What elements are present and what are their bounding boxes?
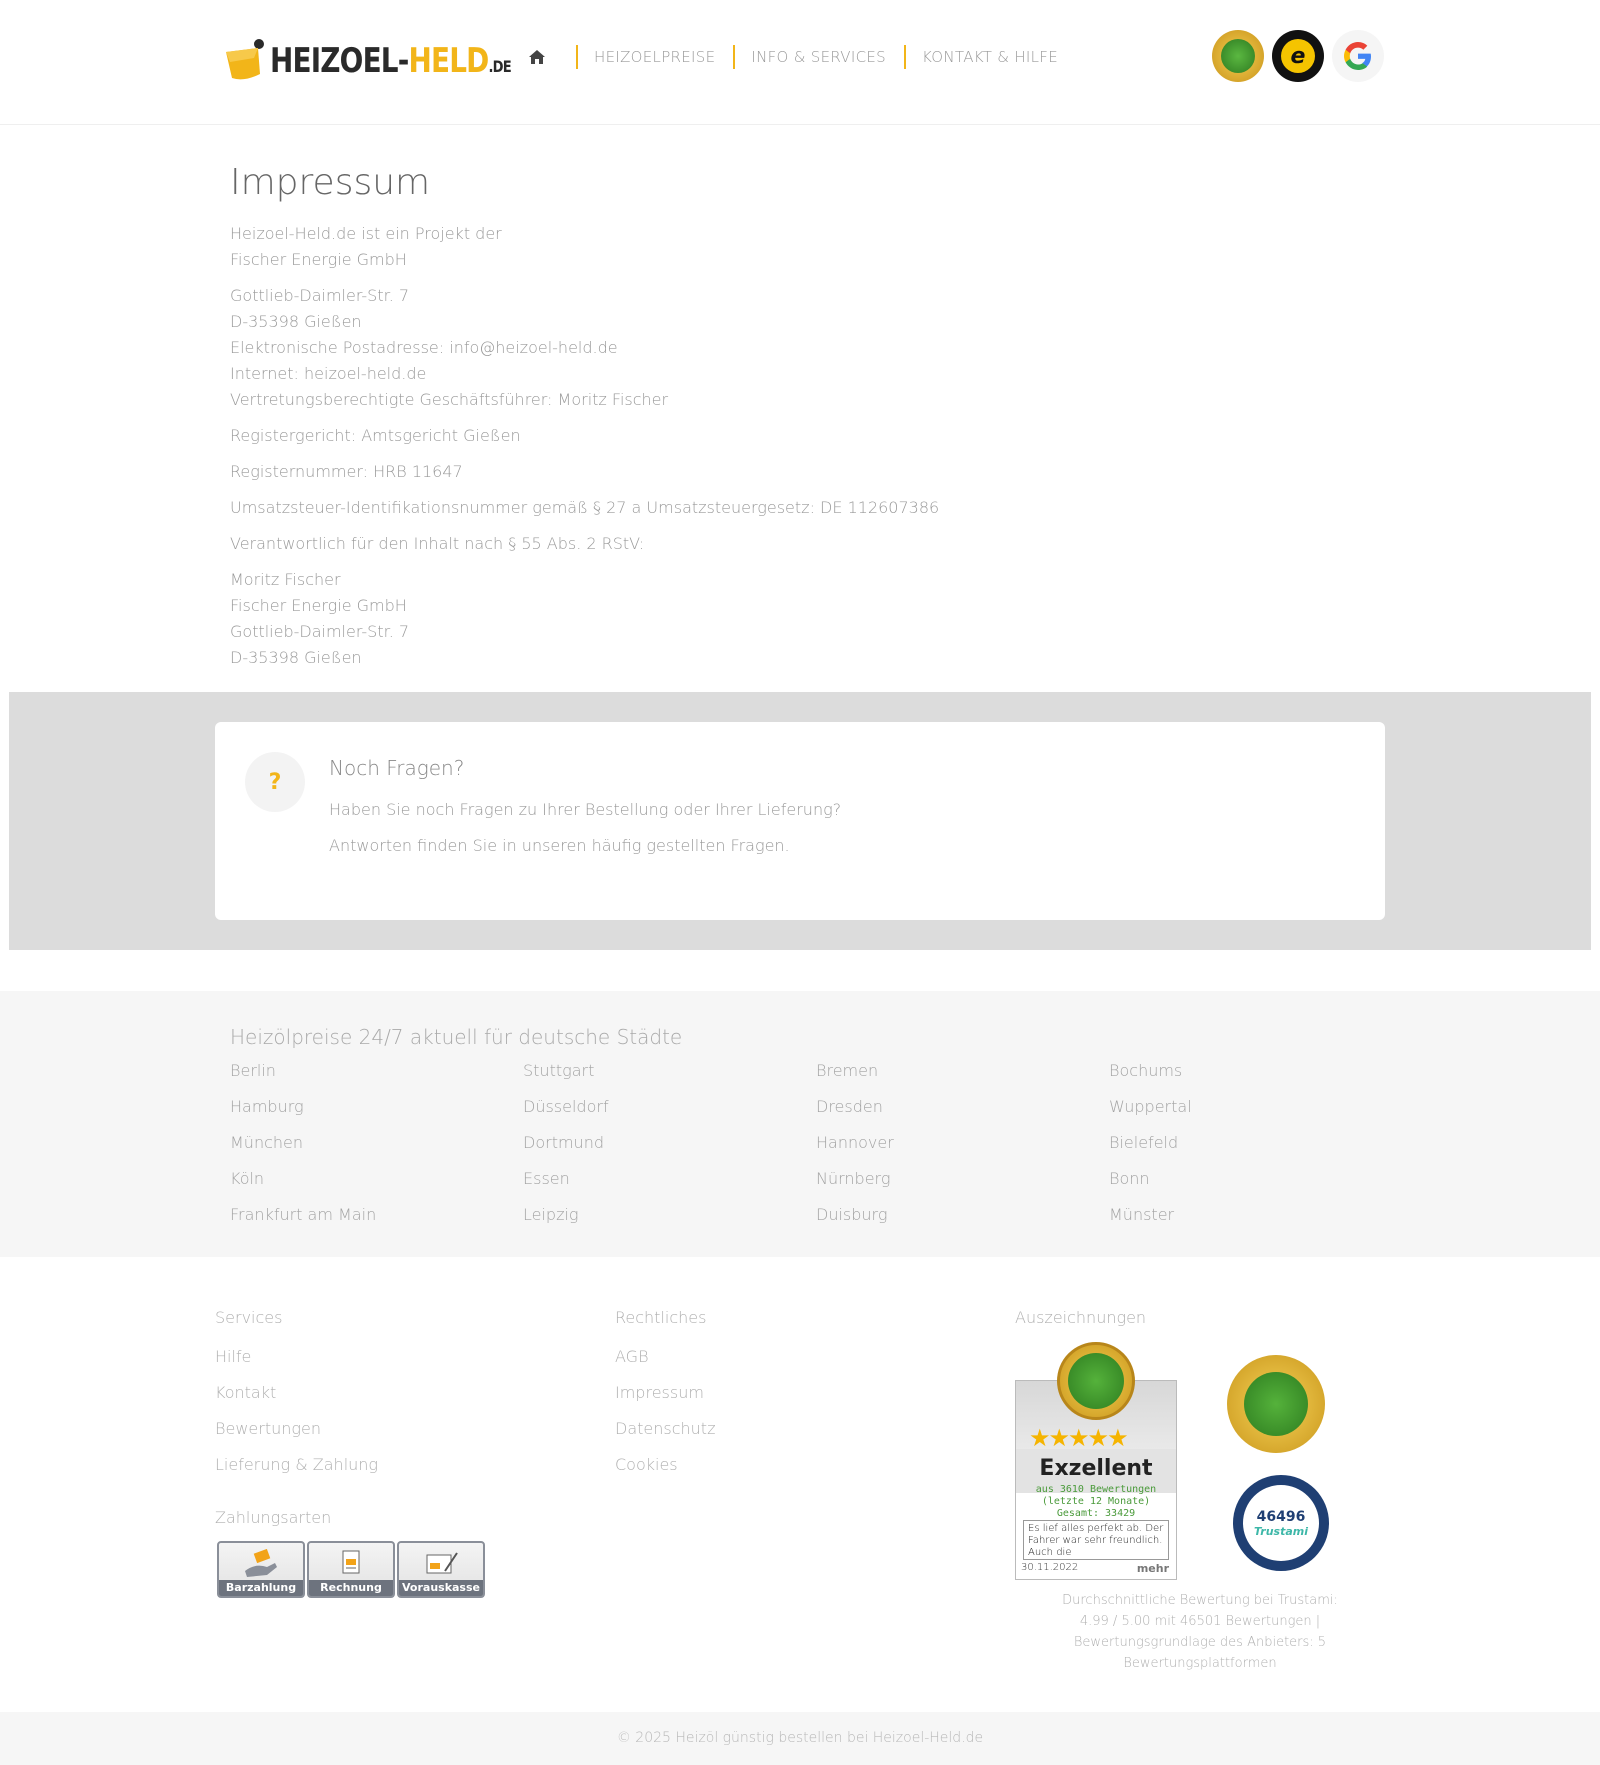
payment-title: Zahlungsarten	[215, 1508, 332, 1527]
impressum-register-number: Registernummer: HRB 11647	[230, 462, 463, 481]
impressum-line: D-35398 Gießen	[230, 312, 362, 331]
payment-barzahlung	[217, 1541, 305, 1598]
impressum-line: Fischer Energie GmbH	[230, 596, 407, 615]
impressum-line: Vertretungsberechtigte Geschäftsführer: Moritz Fischer	[230, 390, 669, 409]
impressum-register-court: Registergericht: Amtsgericht Gießen	[230, 426, 521, 445]
footer-link-impressum[interactable]: Impressum	[615, 1383, 704, 1402]
payment-label: Vorauskasse	[399, 1580, 483, 1596]
cities-column	[1109, 1059, 1402, 1227]
cities-title: Heizölpreise 24/7 aktuell für deutsche Städte	[230, 1025, 683, 1049]
impressum-line: Heizoel-Held.de ist ein Projekt der	[230, 224, 502, 243]
footer-legal	[615, 1308, 715, 1489]
trusted-shops-icon[interactable]: e	[1272, 30, 1324, 82]
site-logo[interactable]	[224, 36, 564, 86]
footer-link-bewertungen[interactable]: Bewertungen	[215, 1419, 321, 1438]
ekomi-icon[interactable]	[1212, 30, 1264, 82]
awards-title: Auszeichnungen	[1015, 1308, 1147, 1327]
header-badges	[1212, 30, 1384, 82]
impressum-responsible-address	[230, 567, 1230, 671]
impressum-line: Fischer Energie GmbH	[230, 250, 407, 269]
footer-services	[215, 1308, 378, 1489]
google-icon[interactable]	[1332, 30, 1384, 82]
trustami-number: 46496	[1256, 1508, 1306, 1525]
payment-methods	[217, 1541, 485, 1598]
invoice-icon	[309, 1549, 393, 1579]
impressum-line: Gottlieb-Daimler-Str. 7	[230, 286, 410, 305]
city-link[interactable]: Bochums	[1109, 1061, 1183, 1080]
city-link[interactable]: Hannover	[816, 1133, 894, 1152]
city-link[interactable]: Bremen	[816, 1061, 879, 1080]
cash-icon	[219, 1549, 303, 1579]
ekomi-seal-icon	[1057, 1342, 1135, 1420]
logo-part-1: HEIZOEL-	[270, 41, 409, 81]
impressum-section	[230, 162, 1230, 681]
city-link[interactable]: Köln	[230, 1169, 265, 1188]
impressum-vat-id: Umsatzsteuer-Identifikationsnummer gemäß § 27 a Umsatzsteuergesetz: DE 112607386	[230, 498, 940, 517]
nav-info-services[interactable]: INFO & SERVICES	[733, 45, 904, 69]
city-link[interactable]: Leipzig	[523, 1205, 579, 1224]
trustami-name: Trustami	[1253, 1524, 1308, 1538]
question-icon: ?	[245, 752, 305, 812]
footer-link-kontakt[interactable]: Kontakt	[215, 1383, 277, 1402]
city-link[interactable]: Wuppertal	[1109, 1097, 1192, 1116]
ekomi-review-date: 30.11.2022	[1021, 1562, 1079, 1573]
copyright: © 2025 Heizöl günstig bestellen bei Heizoel-Held.de	[0, 1712, 1600, 1765]
impressum-intro	[230, 221, 1230, 273]
oil-can-icon	[224, 38, 266, 84]
footer-services-title: Services	[215, 1308, 283, 1327]
ekomi-rating-widget[interactable]	[1015, 1342, 1177, 1580]
nav-heizoelpreise[interactable]: HEIZOELPREISE	[576, 45, 733, 69]
impressum-line: Gottlieb-Daimler-Str. 7	[230, 622, 410, 641]
cities-grid	[230, 1059, 1430, 1227]
main-nav	[528, 44, 1076, 70]
site-header	[0, 0, 1600, 125]
logo-part-2: HELD	[408, 41, 489, 81]
impressum-email[interactable]: Elektronische Postadresse: info@heizoel-held.de	[230, 338, 618, 357]
city-link[interactable]: Nürnberg	[816, 1169, 891, 1188]
faq-band	[9, 692, 1591, 950]
faq-text: Haben Sie noch Fragen zu Ihrer Bestellung oder Ihrer Lieferung?	[329, 800, 842, 819]
city-link[interactable]: Bonn	[1109, 1169, 1150, 1188]
city-link[interactable]: Frankfurt am Main	[230, 1205, 377, 1224]
payment-vorauskasse	[397, 1541, 485, 1598]
city-link[interactable]: Düsseldorf	[523, 1097, 609, 1116]
city-link[interactable]: Dresden	[816, 1097, 883, 1116]
footer-link-cookies[interactable]: Cookies	[615, 1455, 678, 1474]
payment-label: Rechnung	[309, 1580, 393, 1596]
ekomi-rating-title: Exzellent	[1039, 1456, 1153, 1481]
trustami-badge-inner	[1243, 1485, 1319, 1561]
city-link[interactable]: Stuttgart	[523, 1061, 595, 1080]
impressum-line: D-35398 Gießen	[230, 648, 362, 667]
impressum-website[interactable]: Internet: heizoel-held.de	[230, 364, 427, 383]
footer-link-agb[interactable]: AGB	[615, 1347, 649, 1366]
cities-section	[0, 991, 1600, 1257]
faq-card	[215, 722, 1385, 920]
home-icon[interactable]	[528, 47, 548, 67]
cities-column	[230, 1059, 523, 1227]
impressum-address	[230, 283, 1230, 413]
footer-link-hilfe[interactable]: Hilfe	[215, 1347, 252, 1366]
ekomi-more-link[interactable]: mehr	[1136, 1562, 1169, 1575]
ekomi-rating-count: aus 3610 Bewertungen (letzte 12 Monate) Gesamt: 33429	[1035, 1484, 1157, 1519]
city-link[interactable]: Essen	[523, 1169, 570, 1188]
impressum-line: Moritz Fischer	[230, 570, 341, 589]
city-link[interactable]: Bielefeld	[1109, 1133, 1179, 1152]
five-stars-icon: ★★★★★	[1029, 1424, 1127, 1452]
city-link[interactable]: Berlin	[230, 1061, 276, 1080]
logo-part-3: .DE	[488, 57, 511, 76]
nav-kontakt-hilfe[interactable]: KONTAKT & HILFE	[904, 45, 1076, 69]
trustami-rating-text: Durchschnittliche Bewertung bei Trustami: 4.99 / 5.00 mit 46501 Bewertungen | Bewertungsgrundlage des Anbieters: 5 Bewertungsplattformen	[1062, 1593, 1338, 1671]
payment-rechnung	[307, 1541, 395, 1598]
city-link[interactable]: Duisburg	[816, 1205, 888, 1224]
faq-link[interactable]: Antworten finden Sie in unseren häufig gestellten Fragen.	[329, 836, 790, 855]
city-link[interactable]: München	[230, 1133, 304, 1152]
footer-link-datenschutz[interactable]: Datenschutz	[615, 1419, 716, 1438]
footer-legal-title: Rechtliches	[615, 1308, 707, 1327]
city-link[interactable]: Münster	[1109, 1205, 1175, 1224]
impressum-responsible: Verantwortlich für den Inhalt nach § 55 Abs. 2 RStV:	[230, 534, 645, 553]
city-link[interactable]: Dortmund	[523, 1133, 604, 1152]
page-title: Impressum	[230, 162, 431, 203]
footer-link-lieferung[interactable]: Lieferung & Zahlung	[215, 1455, 379, 1474]
trustami-badge[interactable]	[1233, 1475, 1329, 1571]
cities-column	[523, 1059, 816, 1227]
ekomi-feedback-company-icon[interactable]	[1227, 1355, 1325, 1453]
ekomi-review-snippet: Es lief alles perfekt ab. Der Fahrer war sehr freundlich. Auch die	[1023, 1520, 1169, 1560]
cities-column	[816, 1059, 1109, 1227]
logo-text	[270, 41, 511, 81]
prepayment-icon	[399, 1549, 483, 1579]
payment-label: Barzahlung	[219, 1580, 303, 1596]
city-link[interactable]: Hamburg	[230, 1097, 304, 1116]
faq-title: Noch Fragen?	[329, 756, 465, 780]
